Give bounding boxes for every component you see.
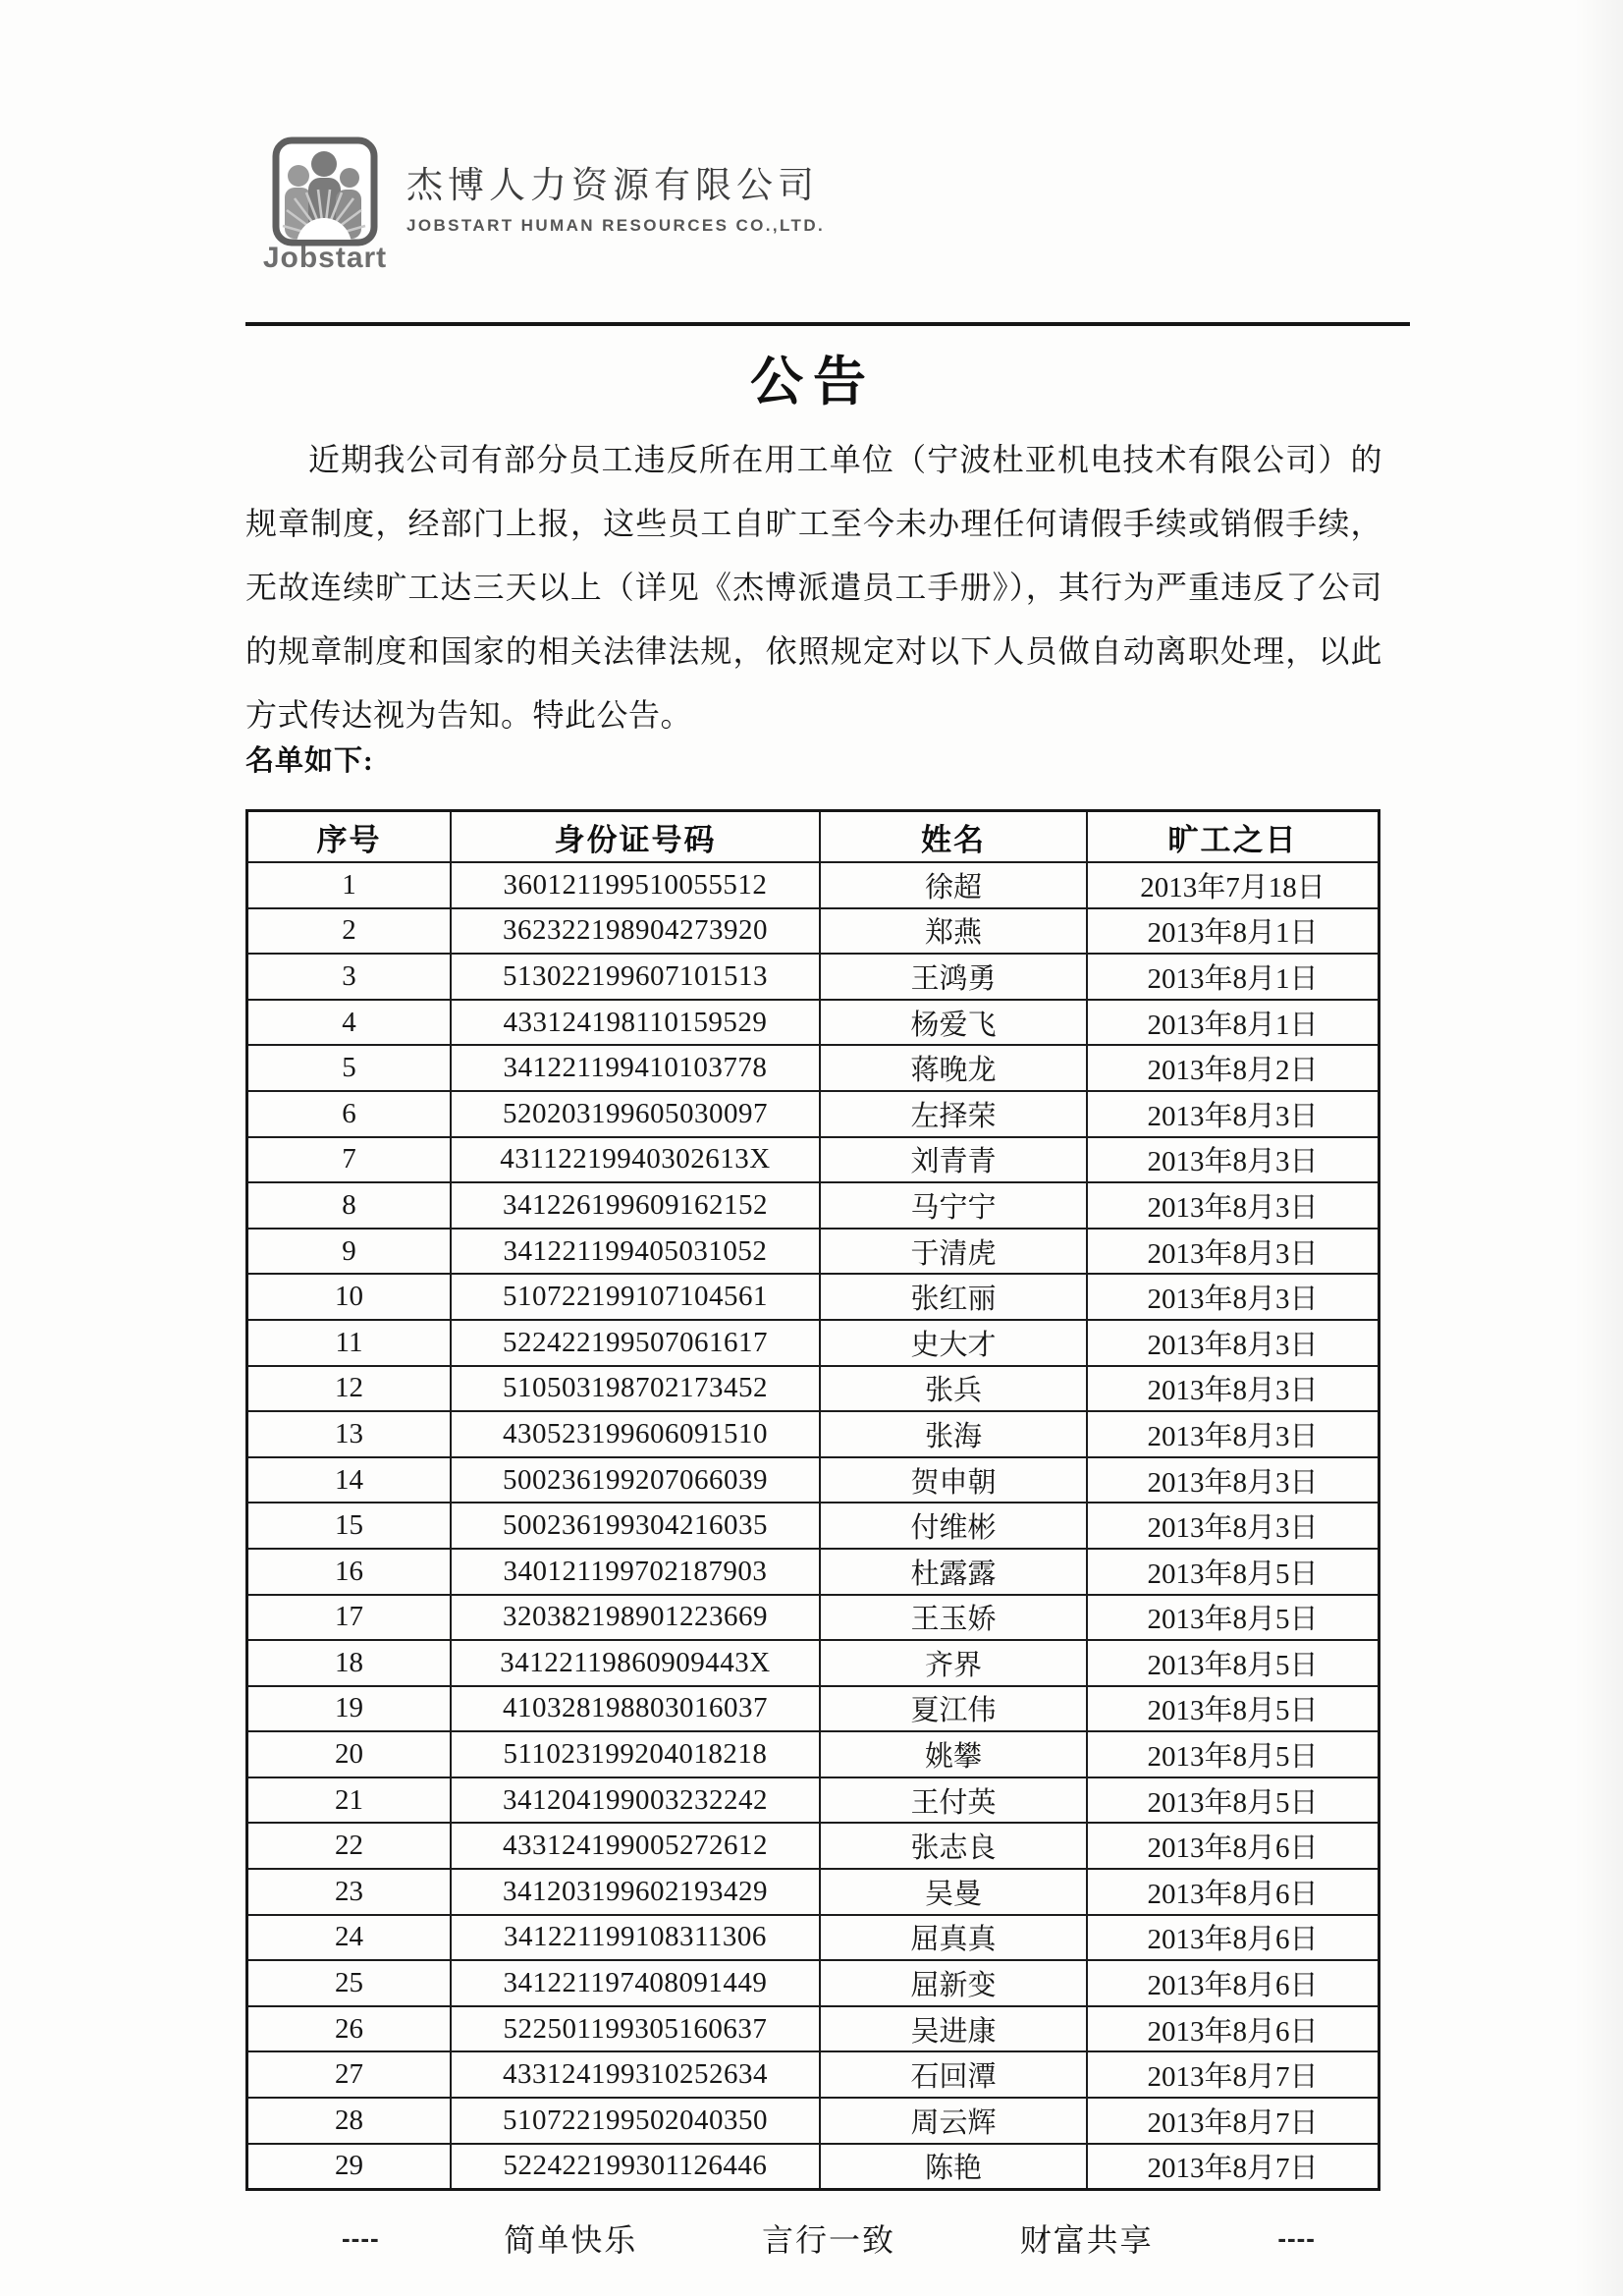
cell-absence-date: 2013年8月3日: [1087, 1503, 1380, 1549]
cell-name: 张海: [820, 1411, 1087, 1457]
column-header-name: 姓名: [820, 811, 1087, 863]
cell-absence-date: 2013年7月18日: [1087, 862, 1380, 908]
cell-absence-date: 2013年8月1日: [1087, 1000, 1380, 1046]
cell-index: 15: [247, 1503, 452, 1549]
footer-slogan-item: 财富共享: [1019, 2222, 1154, 2258]
footer-dashes-right: ----: [1277, 2222, 1316, 2253]
cell-name: 左择荣: [820, 1091, 1087, 1137]
cell-index: 23: [247, 1869, 452, 1915]
company-name-block: [406, 136, 825, 236]
cell-index: 11: [247, 1320, 452, 1366]
roster-table-head: [247, 811, 1380, 863]
cell-index: 2: [247, 908, 452, 955]
cell-id-number: 410328198803016037: [451, 1686, 820, 1732]
table-row: [247, 862, 1380, 908]
column-header-id-number: 身份证号码: [451, 811, 820, 863]
table-row: [247, 1045, 1380, 1091]
cell-id-number: 341204199003232242: [451, 1777, 820, 1824]
cell-id-number: 522501199305160637: [451, 2006, 820, 2052]
cell-index: 8: [247, 1182, 452, 1229]
cell-id-number: 341221199405031052: [451, 1229, 820, 1275]
table-row: [247, 2144, 1380, 2190]
cell-name: 付维彬: [820, 1503, 1087, 1549]
table-row: [247, 1503, 1380, 1549]
cell-name: 郑燕: [820, 908, 1087, 955]
cell-id-number: 360121199510055512: [451, 862, 820, 908]
cell-absence-date: 2013年8月6日: [1087, 1869, 1380, 1915]
cell-id-number: 510722199107104561: [451, 1274, 820, 1320]
cell-index: 24: [247, 1915, 452, 1961]
cell-absence-date: 2013年8月7日: [1087, 2144, 1380, 2190]
cell-index: 21: [247, 1777, 452, 1824]
page-title: 公告: [750, 353, 876, 411]
cell-id-number: 341221199410103778: [451, 1045, 820, 1091]
cell-id-number: 511023199204018218: [451, 1731, 820, 1777]
cell-absence-date: 2013年8月5日: [1087, 1549, 1380, 1595]
footer-slogan-item: 言行一致: [761, 2222, 895, 2258]
cell-absence-date: 2013年8月3日: [1087, 1320, 1380, 1366]
jobstart-logo-icon: [271, 136, 379, 247]
cell-id-number: 341221199108311306: [451, 1915, 820, 1961]
cell-absence-date: 2013年8月6日: [1087, 2006, 1380, 2052]
cell-id-number: 341226199609162152: [451, 1182, 820, 1229]
cell-index: 17: [247, 1595, 452, 1641]
cell-index: 4: [247, 1000, 452, 1046]
cell-name: 王鸿勇: [820, 954, 1087, 1000]
column-header-absence-date: 旷工之日: [1087, 811, 1380, 863]
cell-name: 马宁宁: [820, 1182, 1087, 1229]
table-row: [247, 2051, 1380, 2098]
header-divider: [245, 322, 1410, 326]
cell-index: 3: [247, 954, 452, 1000]
cell-index: 12: [247, 1366, 452, 1412]
table-row: [247, 2006, 1380, 2052]
cell-absence-date: 2013年8月3日: [1087, 1137, 1380, 1183]
cell-id-number: 522422199507061617: [451, 1320, 820, 1366]
cell-id-number: 500236199207066039: [451, 1457, 820, 1503]
cell-id-number: 500236199304216035: [451, 1503, 820, 1549]
cell-index: 27: [247, 2051, 452, 2098]
cell-name: 贺申朝: [820, 1457, 1087, 1503]
company-name-cn: 杰博人力资源有限公司: [406, 165, 819, 205]
cell-name: 于清虎: [820, 1229, 1087, 1275]
cell-absence-date: 2013年8月1日: [1087, 908, 1380, 955]
cell-absence-date: 2013年8月5日: [1087, 1777, 1380, 1824]
table-row: [247, 1000, 1380, 1046]
cell-absence-date: 2013年8月5日: [1087, 1731, 1380, 1777]
cell-absence-date: 2013年8月6日: [1087, 1915, 1380, 1961]
cell-id-number: 522422199301126446: [451, 2144, 820, 2190]
table-row: [247, 1869, 1380, 1915]
cell-absence-date: 2013年8月6日: [1087, 1960, 1380, 2006]
table-row: [247, 1229, 1380, 1275]
table-row: [247, 1686, 1380, 1732]
cell-id-number: 513022199607101513: [451, 954, 820, 1000]
column-header-index: 序号: [247, 811, 452, 863]
footer-slogan: [342, 2215, 1316, 2261]
cell-absence-date: 2013年8月3日: [1087, 1229, 1380, 1275]
cell-id-number: 430523199606091510: [451, 1411, 820, 1457]
cell-id-number: 433124199310252634: [451, 2051, 820, 2098]
cell-id-number: 510722199502040350: [451, 2098, 820, 2144]
cell-name: 夏江伟: [820, 1686, 1087, 1732]
cell-index: 6: [247, 1091, 452, 1137]
cell-index: 25: [247, 1960, 452, 2006]
table-row: [247, 1915, 1380, 1961]
table-row: [247, 1777, 1380, 1824]
cell-name: 张志良: [820, 1823, 1087, 1869]
table-row: [247, 1595, 1380, 1641]
cell-index: 7: [247, 1137, 452, 1183]
roster-table: [245, 809, 1380, 2191]
footer-dashes-left: ----: [342, 2222, 380, 2253]
cell-absence-date: 2013年8月3日: [1087, 1457, 1380, 1503]
cell-absence-date: 2013年8月3日: [1087, 1091, 1380, 1137]
cell-index: 14: [247, 1457, 452, 1503]
cell-id-number: 341203199602193429: [451, 1869, 820, 1915]
cell-name: 史大才: [820, 1320, 1087, 1366]
table-row: [247, 1411, 1380, 1457]
cell-id-number: 34122119860909443X: [451, 1640, 820, 1686]
cell-name: 吴曼: [820, 1869, 1087, 1915]
cell-absence-date: 2013年8月3日: [1087, 1182, 1380, 1229]
cell-index: 5: [247, 1045, 452, 1091]
cell-name: 姚攀: [820, 1731, 1087, 1777]
cell-name: 张兵: [820, 1366, 1087, 1412]
cell-name: 蒋晚龙: [820, 1045, 1087, 1091]
table-row: [247, 1320, 1380, 1366]
table-row: [247, 1091, 1380, 1137]
cell-name: 吴进康: [820, 2006, 1087, 2052]
table-row: [247, 1731, 1380, 1777]
cell-index: 22: [247, 1823, 452, 1869]
table-row: [247, 1457, 1380, 1503]
table-row: [247, 908, 1380, 955]
table-row: [247, 2098, 1380, 2144]
table-row: [247, 1640, 1380, 1686]
cell-absence-date: 2013年8月3日: [1087, 1411, 1380, 1457]
cell-index: 16: [247, 1549, 452, 1595]
letterhead: [261, 136, 825, 275]
cell-id-number: 341221197408091449: [451, 1960, 820, 2006]
cell-name: 张红丽: [820, 1274, 1087, 1320]
cell-name: 屈新变: [820, 1960, 1087, 2006]
logo-wordmark: Jobstart: [262, 242, 388, 274]
cell-name: 齐界: [820, 1640, 1087, 1686]
cell-name: 王玉娇: [820, 1595, 1087, 1641]
table-row: [247, 1549, 1380, 1595]
cell-name: 屈真真: [820, 1915, 1087, 1961]
cell-index: 19: [247, 1686, 452, 1732]
cell-absence-date: 2013年8月1日: [1087, 954, 1380, 1000]
table-row: [247, 1366, 1380, 1412]
cell-name: 徐超: [820, 862, 1087, 908]
cell-absence-date: 2013年8月5日: [1087, 1640, 1380, 1686]
company-logo: [261, 136, 389, 275]
table-row: [247, 1137, 1380, 1183]
cell-index: 18: [247, 1640, 452, 1686]
cell-id-number: 320382198901223669: [451, 1595, 820, 1641]
cell-id-number: 433124199005272612: [451, 1823, 820, 1869]
cell-index: 29: [247, 2144, 452, 2190]
cell-absence-date: 2013年8月6日: [1087, 1823, 1380, 1869]
roster-table-body: [247, 862, 1380, 2190]
cell-index: 28: [247, 2098, 452, 2144]
table-row: [247, 1182, 1380, 1229]
cell-index: 9: [247, 1229, 452, 1275]
cell-id-number: 510503198702173452: [451, 1366, 820, 1412]
table-row: [247, 1274, 1380, 1320]
cell-name: 石回潭: [820, 2051, 1087, 2098]
cell-id-number: 340121199702187903: [451, 1549, 820, 1595]
cell-absence-date: 2013年8月5日: [1087, 1686, 1380, 1732]
announcement-paragraph: 近期我公司有部分员工违反所在用工单位（宁波杜亚机电技术有限公司）的规章制度，经部门上报，这些员工自旷工至今未办理任何请假手续或销假手续，无故连续旷工达三天以上（详见《杰博派遣员工手册》），其行为严重违反了公司的规章制度和国家的相关法律法规，依照规定对以下人员做自动离职处理，以此方式传达视为告知。特此公告。: [245, 442, 1382, 733]
cell-absence-date: 2013年8月7日: [1087, 2051, 1380, 2098]
cell-absence-date: 2013年8月7日: [1087, 2098, 1380, 2144]
cell-index: 20: [247, 1731, 452, 1777]
cell-name: 杜露露: [820, 1549, 1087, 1595]
table-row: [247, 1823, 1380, 1869]
cell-index: 1: [247, 862, 452, 908]
cell-index: 10: [247, 1274, 452, 1320]
cell-absence-date: 2013年8月2日: [1087, 1045, 1380, 1091]
cell-name: 刘青青: [820, 1137, 1087, 1183]
cell-absence-date: 2013年8月5日: [1087, 1595, 1380, 1641]
cell-name: 周云辉: [820, 2098, 1087, 2144]
cell-id-number: 433124198110159529: [451, 1000, 820, 1046]
company-name-en: JOBSTART HUMAN RESOURCES CO.,LTD.: [406, 216, 826, 235]
cell-index: 13: [247, 1411, 452, 1457]
cell-index: 26: [247, 2006, 452, 2052]
table-row: [247, 954, 1380, 1000]
cell-name: 陈艳: [820, 2144, 1087, 2190]
table-header-row: [247, 811, 1380, 863]
footer-slogan-item: 简单快乐: [504, 2222, 638, 2258]
cell-id-number: 520203199605030097: [451, 1091, 820, 1137]
cell-absence-date: 2013年8月3日: [1087, 1366, 1380, 1412]
cell-id-number: 362322198904273920: [451, 908, 820, 955]
cell-id-number: 43112219940302613X: [451, 1137, 820, 1183]
cell-name: 杨爱飞: [820, 1000, 1087, 1046]
cell-absence-date: 2013年8月3日: [1087, 1274, 1380, 1320]
list-label: 名单如下:: [245, 745, 374, 777]
cell-name: 王付英: [820, 1777, 1087, 1824]
table-row: [247, 1960, 1380, 2006]
